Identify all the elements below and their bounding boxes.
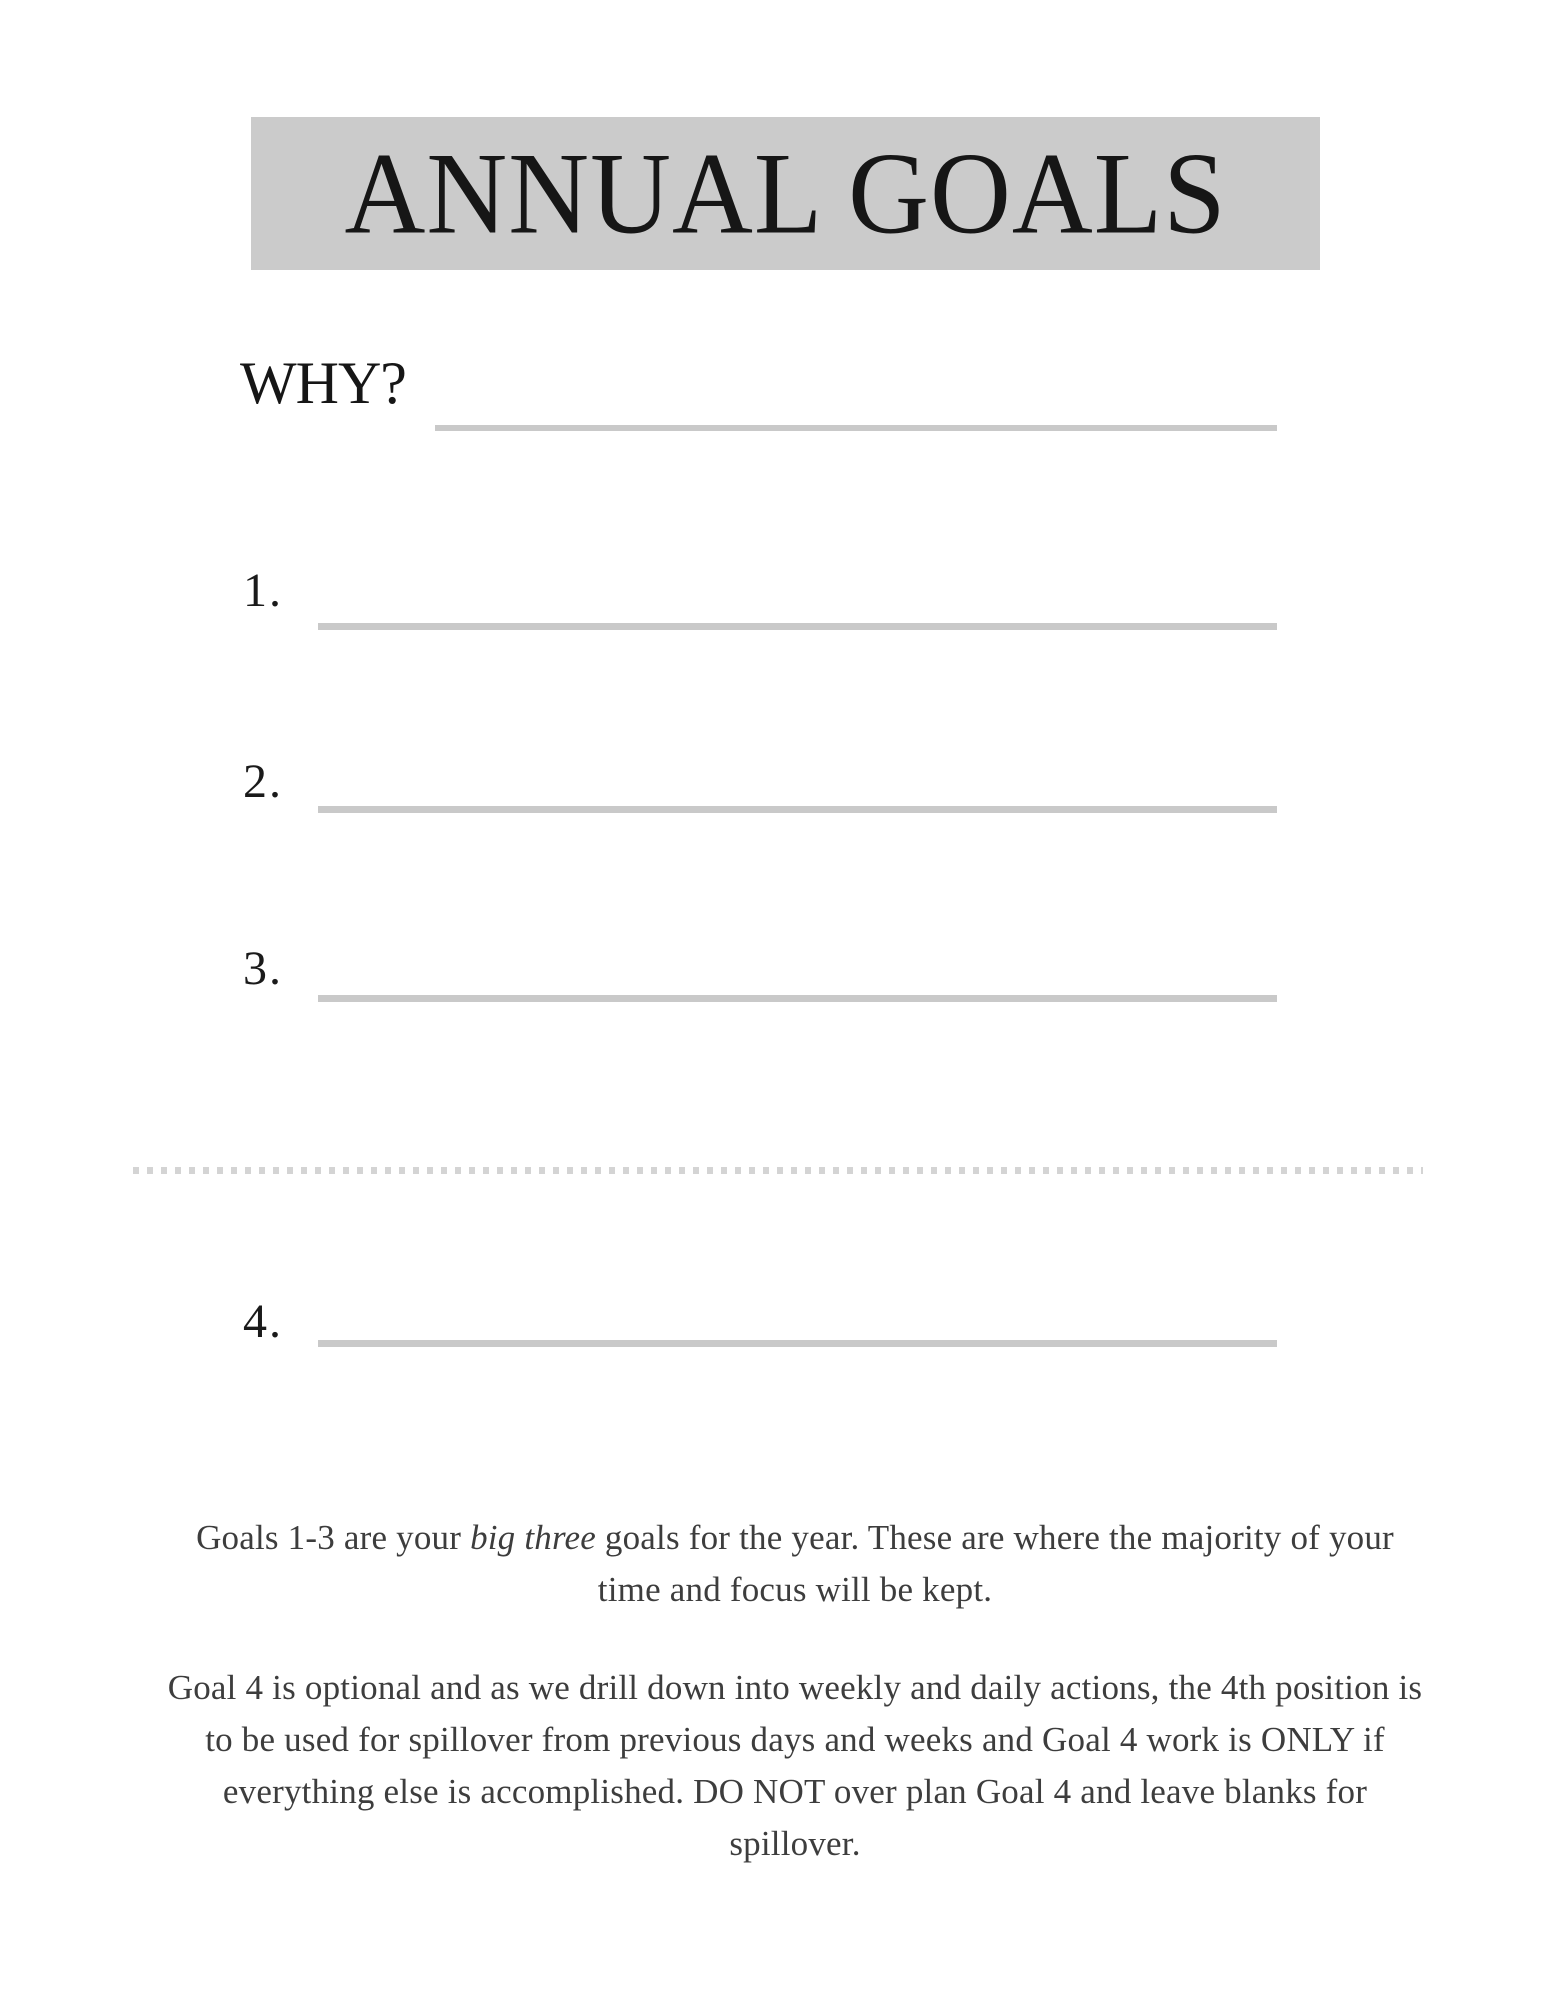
why-label: WHY?	[240, 350, 406, 416]
why-input-line[interactable]	[435, 425, 1277, 431]
goal-2-number: 2.	[243, 755, 283, 808]
goal-3-input-line[interactable]	[318, 995, 1277, 1002]
notes-paragraph-goal-4: Goal 4 is optional and as we drill down into weekly and daily actions, the 4th position is to be used for spillover from previous days and weeks and Goal 4 work is ONLY if everything else is accomplished. DO NOT over plan Goal 4 and leave blanks for spillover.	[167, 1668, 1423, 1863]
goal-4-number: 4.	[243, 1295, 283, 1348]
note1-prefix: Goals 1-3 are your	[196, 1518, 471, 1557]
note1-big-three-italic: big three	[470, 1518, 596, 1557]
note1-suffix: goals for the year. These are where the majority of your time and focus will be kept.	[595, 1518, 1394, 1609]
goal-4-input-line[interactable]	[318, 1340, 1277, 1347]
goal-3-number: 3.	[243, 942, 283, 995]
notes-paragraph-big-three	[165, 1512, 1425, 1616]
goal-1-input-line[interactable]	[318, 623, 1277, 630]
page-title: ANNUAL GOALS	[344, 129, 1227, 258]
goal-2-input-line[interactable]	[318, 806, 1277, 813]
dotted-divider	[133, 1167, 1423, 1174]
goal-1-number: 1.	[243, 564, 283, 617]
title-banner	[251, 117, 1320, 270]
